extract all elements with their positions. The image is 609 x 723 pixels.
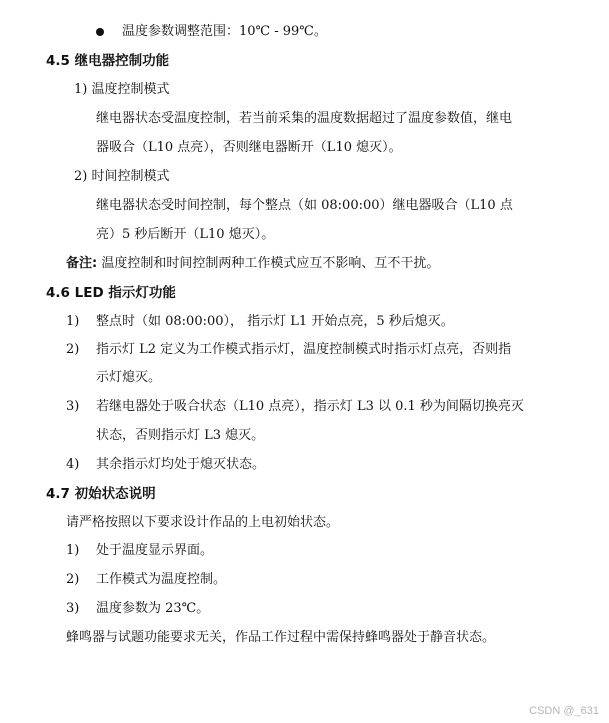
temp-mode-text-line1: 继电器状态受温度控制，若当前采集的温度数据超过了温度参数值，继电: [96, 111, 513, 126]
section-4-5-heading: 4.5 继电器控制功能: [46, 53, 170, 69]
init-item-1-text: 处于温度显示界面。: [96, 543, 214, 558]
led-item-3-text-line2: 状态，否则指示灯 L3 熄灭。: [96, 428, 265, 443]
led-item-3-text-line1: 若继电器处于吸合状态（L10 点亮），指示灯 L3 以 0.1 秒为间隔切换亮灭: [96, 399, 524, 414]
watermark-text: CSDN @_631: [529, 705, 599, 717]
note-line: [66, 255, 439, 273]
init-intro-text: 请严格按照以下要求设计作品的上电初始状态。: [66, 515, 340, 530]
led-item-4-num: 4): [66, 457, 80, 472]
init-item-1-num: 1): [66, 543, 80, 558]
led-item-2-num: 2): [66, 342, 80, 357]
time-mode-text-line2: 亮）5 秒后断开（L10 熄灭）。: [96, 227, 275, 242]
temp-mode-title: 1) 温度控制模式: [74, 82, 170, 97]
led-item-2-text-line1: 指示灯 L2 定义为工作模式指示灯，温度控制模式时指示灯点亮，否则指: [96, 342, 512, 357]
led-item-3-num: 3): [66, 399, 80, 414]
led-item-2-text-line2: 示灯熄灭。: [96, 370, 162, 385]
init-item-2-text: 工作模式为温度控制。: [96, 572, 227, 587]
led-item-1-text: 整点时（如 08:00:00）， 指示灯 L1 开始点亮，5 秒后熄灭。: [96, 314, 454, 329]
init-item-3-text: 温度参数为 23℃。: [96, 601, 210, 616]
section-4-7-heading: 4.7 初始状态说明: [46, 486, 156, 502]
temperature-range-text: 温度参数调整范围：10℃ - 99℃。: [122, 24, 327, 39]
note-text: 温度控制和时间控制两种工作模式应互不影响、互不干扰。: [101, 256, 440, 271]
note-label: 备注:: [66, 256, 98, 271]
buzzer-note-text: 蜂鸣器与试题功能要求无关，作品工作过程中需保持蜂鸣器处于静音状态。: [66, 630, 496, 645]
time-mode-title: 2) 时间控制模式: [74, 169, 170, 184]
temp-mode-text-line2: 器吸合（L10 点亮），否则继电器断开（L10 熄灭）。: [96, 140, 402, 155]
led-item-4-text: 其余指示灯均处于熄灭状态。: [96, 457, 266, 472]
init-item-2-num: 2): [66, 572, 80, 587]
init-item-3-num: 3): [66, 601, 80, 616]
bullet-dot-icon: [96, 28, 104, 36]
section-4-6-heading: 4.6 LED 指示灯功能: [46, 285, 176, 301]
time-mode-text-line1: 继电器状态受时间控制，每个整点（如 08:00:00）继电器吸合（L10 点: [96, 198, 513, 213]
led-item-1-num: 1): [66, 314, 80, 329]
